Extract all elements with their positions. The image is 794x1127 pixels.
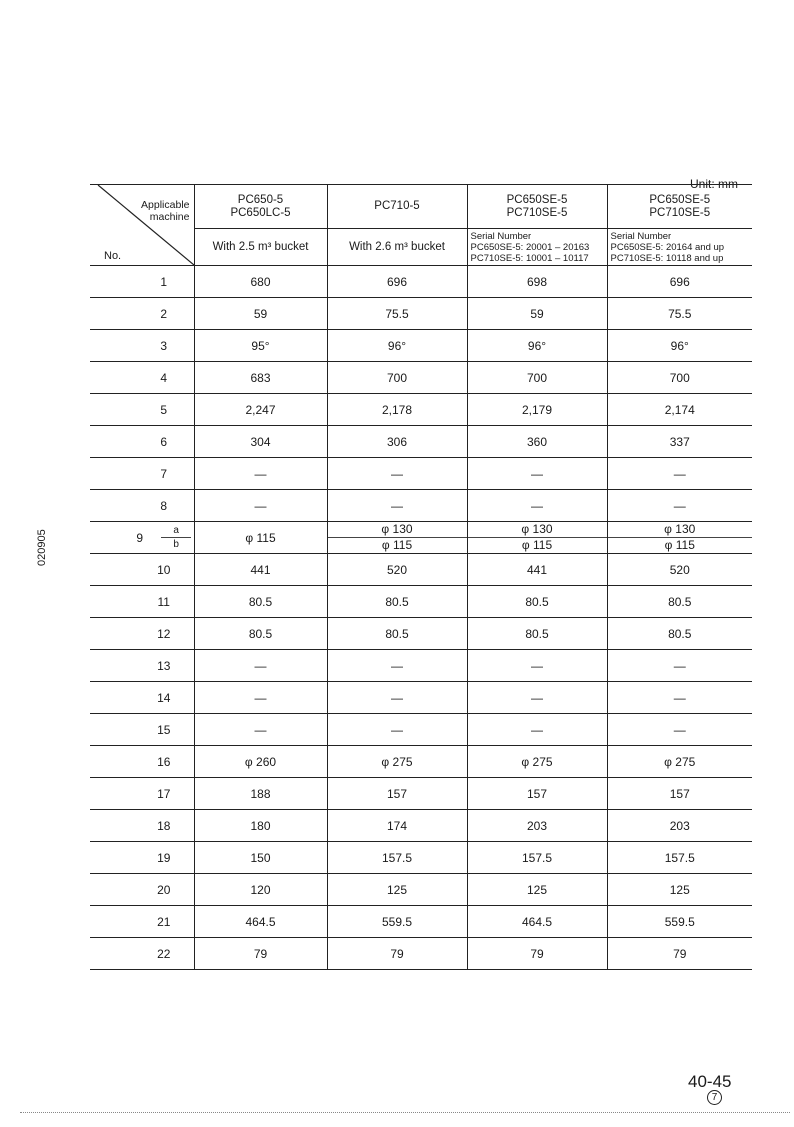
value-cell: φ 275: [327, 746, 467, 778]
table-row: [90, 618, 752, 650]
serial-line: PC650SE-5: 20164 and up: [610, 241, 725, 253]
table-row: [90, 682, 752, 714]
table-row: [90, 714, 752, 746]
value-cell: 188: [194, 778, 327, 810]
value-cell: 2,178: [327, 394, 467, 426]
row-number: 17: [90, 778, 194, 810]
value-cell: —: [194, 490, 327, 522]
value-cell: 2,247: [194, 394, 327, 426]
value-cell: 80.5: [607, 586, 752, 618]
row-number: 19: [90, 842, 194, 874]
condition-col1: With 2.5 m³ bucket: [194, 229, 327, 266]
model-header-col4: [607, 185, 752, 229]
row-number: 6: [90, 426, 194, 458]
value-cell: 441: [467, 554, 607, 586]
value-cell: 559.5: [607, 906, 752, 938]
value-cell: 304: [194, 426, 327, 458]
applicable-line-1: Applicable: [141, 199, 190, 211]
value-cell: 75.5: [607, 298, 752, 330]
model-name: PC650-5: [237, 193, 284, 206]
table-row: [90, 586, 752, 618]
row-number: 10: [90, 554, 194, 586]
value-cell: 80.5: [607, 618, 752, 650]
split-value-cell: [607, 522, 752, 554]
value-cell: 125: [327, 874, 467, 906]
value-a: φ 130: [468, 522, 607, 538]
value-cell: 360: [467, 426, 607, 458]
value-cell: 174: [327, 810, 467, 842]
value-cell: 80.5: [467, 586, 607, 618]
value-cell: 120: [194, 874, 327, 906]
value-cell: 306: [327, 426, 467, 458]
value-cell: 441: [194, 554, 327, 586]
value-cell: —: [327, 682, 467, 714]
value-cell: φ 260: [194, 746, 327, 778]
table-row: [90, 362, 752, 394]
sub-index-stack: [161, 524, 191, 551]
serial-line: Serial Number: [470, 230, 532, 242]
value-cell: 203: [607, 810, 752, 842]
value-cell: φ 115: [194, 522, 327, 554]
value-cell: 80.5: [194, 618, 327, 650]
split-value-cell: [327, 522, 467, 554]
value-cell: 80.5: [467, 618, 607, 650]
serial-line: Serial Number: [610, 230, 672, 242]
value-cell: 95°: [194, 330, 327, 362]
header-corner-cell: [90, 185, 194, 266]
row-number: 1: [90, 266, 194, 298]
serial-line: PC710SE-5: 10001 – 10117: [470, 252, 589, 264]
sub-index-b: b: [173, 539, 179, 550]
value-cell: 700: [327, 362, 467, 394]
value-cell: —: [467, 458, 607, 490]
value-cell: 700: [607, 362, 752, 394]
row-number: 21: [90, 906, 194, 938]
table-row: [90, 298, 752, 330]
value-cell: 96°: [327, 330, 467, 362]
model-header-col1: [194, 185, 327, 229]
value-cell: 59: [467, 298, 607, 330]
row-number: 2: [90, 298, 194, 330]
row-number: 15: [90, 714, 194, 746]
table-row: [90, 554, 752, 586]
value-cell: 125: [467, 874, 607, 906]
sub-index-a: a: [161, 524, 191, 538]
applicable-line-2: machine: [149, 211, 190, 223]
row-number: 12: [90, 618, 194, 650]
value-cell: —: [327, 650, 467, 682]
value-cell: —: [467, 682, 607, 714]
value-cell: —: [607, 714, 752, 746]
value-cell: 696: [607, 266, 752, 298]
value-cell: 520: [607, 554, 752, 586]
value-cell: 80.5: [327, 586, 467, 618]
value-cell: 683: [194, 362, 327, 394]
value-cell: φ 275: [607, 746, 752, 778]
table-row: [90, 394, 752, 426]
model-header-col3: [467, 185, 607, 229]
applicable-machine-label: [141, 199, 189, 223]
value-cell: 157.5: [327, 842, 467, 874]
value-cell: 696: [327, 266, 467, 298]
value-cell: —: [327, 490, 467, 522]
row-number: 13: [90, 650, 194, 682]
value-cell: 698: [467, 266, 607, 298]
row-number-cell: [90, 522, 194, 554]
value-b: φ 115: [381, 538, 413, 552]
value-b: φ 115: [664, 538, 695, 552]
model-name: PC650SE-5: [506, 193, 568, 206]
model-header-col2: [327, 185, 467, 229]
serial-line: PC710SE-5: 10118 and up: [610, 252, 724, 264]
value-cell: —: [607, 650, 752, 682]
value-a: φ 130: [328, 522, 467, 538]
value-cell: —: [607, 490, 752, 522]
table-row: [90, 874, 752, 906]
condition-col2: With 2.6 m³ bucket: [327, 229, 467, 266]
table-row: [90, 266, 752, 298]
value-cell: 80.5: [327, 618, 467, 650]
value-cell: —: [194, 714, 327, 746]
table-row: [90, 842, 752, 874]
value-cell: 96°: [607, 330, 752, 362]
value-cell: 464.5: [467, 906, 607, 938]
value-cell: —: [194, 458, 327, 490]
table-row: [90, 330, 752, 362]
no-column-label: No.: [104, 250, 122, 262]
row-number: 14: [90, 682, 194, 714]
value-cell: 203: [467, 810, 607, 842]
value-cell: 2,179: [467, 394, 607, 426]
table-row: [90, 650, 752, 682]
value-cell: —: [327, 714, 467, 746]
split-value-cell: [467, 522, 607, 554]
value-cell: 337: [607, 426, 752, 458]
value-b: φ 115: [521, 538, 553, 552]
value-cell: 157: [607, 778, 752, 810]
row-number: 7: [90, 458, 194, 490]
unit-label: Unit: mm: [690, 177, 738, 191]
row-number: 4: [90, 362, 194, 394]
value-cell: 125: [607, 874, 752, 906]
value-cell: —: [607, 682, 752, 714]
row-number: 20: [90, 874, 194, 906]
value-cell: 157.5: [607, 842, 752, 874]
table-row: [90, 778, 752, 810]
value-cell: 157.5: [467, 842, 607, 874]
serial-condition-col4: [607, 229, 752, 266]
side-document-code: 020905: [36, 529, 48, 566]
row-number: 18: [90, 810, 194, 842]
model-name: PC710SE-5: [506, 206, 568, 219]
row-number: 16: [90, 746, 194, 778]
value-cell: —: [467, 490, 607, 522]
value-cell: 80.5: [194, 586, 327, 618]
value-cell: 79: [194, 938, 327, 970]
table-row: [90, 426, 752, 458]
table-row: [90, 522, 752, 554]
value-cell: 79: [327, 938, 467, 970]
model-name: PC710SE-5: [649, 206, 711, 219]
row-number: 3: [90, 330, 194, 362]
value-cell: 2,174: [607, 394, 752, 426]
row-number: 9: [136, 530, 144, 545]
value-cell: 79: [607, 938, 752, 970]
page-number: 40-45: [688, 1072, 732, 1091]
row-number: 22: [90, 938, 194, 970]
scan-artifact-line: [20, 1112, 790, 1113]
serial-line: PC650SE-5: 20001 – 20163: [470, 241, 590, 253]
table-row: [90, 490, 752, 522]
table-row: [90, 938, 752, 970]
value-cell: 79: [467, 938, 607, 970]
row-number: 8: [90, 490, 194, 522]
value-cell: —: [327, 458, 467, 490]
dimension-spec-table: [90, 184, 752, 970]
model-name: PC710-5: [374, 200, 420, 212]
value-cell: 464.5: [194, 906, 327, 938]
value-cell: —: [467, 650, 607, 682]
value-cell: 157: [327, 778, 467, 810]
table-row: [90, 458, 752, 490]
value-cell: 180: [194, 810, 327, 842]
value-cell: φ 275: [467, 746, 607, 778]
value-cell: —: [194, 650, 327, 682]
model-name: PC650SE-5: [649, 193, 711, 206]
table-row: [90, 746, 752, 778]
table-row: [90, 810, 752, 842]
value-cell: 680: [194, 266, 327, 298]
value-cell: 75.5: [327, 298, 467, 330]
table-row: [90, 906, 752, 938]
value-cell: —: [607, 458, 752, 490]
model-name: PC650LC-5: [230, 206, 291, 219]
value-cell: 700: [467, 362, 607, 394]
row-number: 11: [90, 586, 194, 618]
value-a: φ 130: [608, 522, 753, 538]
value-cell: 520: [327, 554, 467, 586]
value-cell: —: [194, 682, 327, 714]
revision-mark: 7: [707, 1090, 722, 1105]
value-cell: 96°: [467, 330, 607, 362]
value-cell: —: [467, 714, 607, 746]
value-cell: 157: [467, 778, 607, 810]
serial-condition-col3: [467, 229, 607, 266]
value-cell: 559.5: [327, 906, 467, 938]
value-cell: 150: [194, 842, 327, 874]
row-number: 5: [90, 394, 194, 426]
value-cell: 59: [194, 298, 327, 330]
